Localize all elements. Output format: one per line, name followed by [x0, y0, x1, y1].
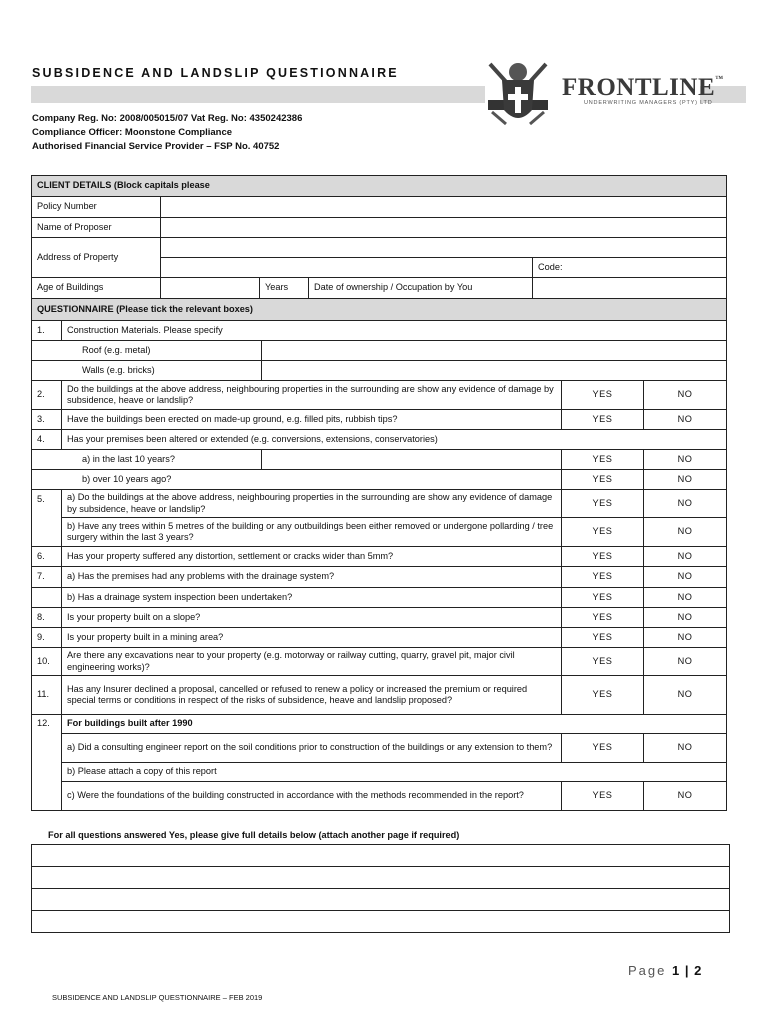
no-checkbox[interactable]: NO — [644, 381, 727, 410]
details-lines — [31, 844, 730, 933]
question-number: 5. — [32, 490, 62, 547]
question-text: b) Has a drainage system inspection been undertaken? — [62, 588, 562, 608]
no-checkbox[interactable]: NO — [644, 470, 727, 490]
ownership-date-field[interactable] — [533, 278, 727, 299]
question-number: 1. — [32, 321, 62, 341]
question-4a-field[interactable] — [262, 450, 562, 470]
question-row-12c — [32, 782, 727, 811]
age-field[interactable] — [161, 278, 260, 299]
yes-checkbox[interactable]: YES — [562, 648, 644, 676]
roof-field[interactable] — [262, 341, 727, 361]
question-text: Has your premises been altered or extended (e.g. conversions, extensions, conservatories) — [62, 430, 727, 450]
logo-trademark: ™ — [715, 74, 724, 83]
yes-checkbox[interactable]: YES — [562, 381, 644, 410]
page-separator: | — [684, 963, 689, 978]
question-number: 4. — [32, 430, 62, 450]
no-checkbox[interactable]: NO — [644, 734, 727, 763]
question-number: 3. — [32, 410, 62, 430]
address-field-line1[interactable] — [161, 238, 727, 258]
question-row-12 — [32, 715, 727, 734]
client-details-table — [31, 175, 727, 299]
question-text: Construction Materials. Please specify — [62, 321, 727, 341]
question-row-7a — [32, 567, 727, 588]
yes-checkbox[interactable]: YES — [562, 567, 644, 588]
footer-text: SUBSIDENCE AND LANDSLIP QUESTIONNAIRE – FEB 2019 — [52, 993, 263, 1002]
question-text: a) Do the buildings at the above address, neighbouring properties in the surrounding are show any evidence of damage by subsidence, heave or landslip? — [62, 490, 562, 518]
details-line[interactable] — [32, 889, 730, 911]
details-line[interactable] — [32, 845, 730, 867]
questionnaire-heading: QUESTIONNAIRE (Please tick the relevant boxes) — [32, 299, 727, 321]
no-checkbox[interactable]: NO — [644, 547, 727, 567]
company-info — [32, 112, 302, 154]
question-number: 10. — [32, 648, 62, 676]
yes-checkbox[interactable]: YES — [562, 410, 644, 430]
question-text: a) Has the premises had any problems with the drainage system? — [62, 567, 562, 588]
question-4b-text: b) over 10 years ago? — [32, 470, 562, 490]
question-row-5a — [32, 490, 727, 518]
question-number: 12. — [32, 715, 62, 811]
client-details-heading: CLIENT DETAILS (Block capitals please — [32, 176, 727, 197]
document-title: SUBSIDENCE AND LANDSLIP QUESTIONNAIRE — [32, 66, 399, 80]
question-4a-text: a) in the last 10 years? — [32, 450, 262, 470]
question-number: 9. — [32, 628, 62, 648]
no-checkbox[interactable]: NO — [644, 676, 727, 715]
details-instruction: For all questions answered Yes, please give full details below (attach another page if required) — [48, 830, 460, 840]
question-text: Has any Insurer declined a proposal, cancelled or refused to renew a policy or increased the premium or required special terms or conditions in respect of the risks of subsidence, heave and landslip proposed? — [62, 676, 562, 715]
code-field[interactable]: Code: — [533, 258, 727, 278]
question-row-4 — [32, 430, 727, 450]
page-current: 1 — [672, 963, 680, 978]
question-number: 8. — [32, 608, 62, 628]
yes-checkbox[interactable]: YES — [562, 490, 644, 518]
details-line[interactable] — [32, 911, 730, 933]
company-reg: Company Reg. No: 2008/005015/07 Vat Reg. No: 4350242386 — [32, 113, 303, 124]
yes-checkbox[interactable]: YES — [562, 470, 644, 490]
compliance-officer: Compliance Officer: Moonstone Compliance — [32, 127, 233, 138]
logo-subtitle: UNDERWRITING MANAGERS (PTY) LTD — [584, 100, 713, 106]
no-checkbox[interactable]: NO — [644, 608, 727, 628]
no-checkbox[interactable]: NO — [644, 410, 727, 430]
no-checkbox[interactable]: NO — [644, 782, 727, 811]
question-text: b) Have any trees within 5 metres of the building or any outbuildings been either removed or undergone pollarding / tree surgery within the last 3 years? — [62, 518, 562, 547]
question-row-5b — [32, 518, 727, 547]
question-text: b) Please attach a copy of this report — [62, 763, 727, 782]
yes-checkbox[interactable]: YES — [562, 588, 644, 608]
ownership-date-label: Date of ownership / Occupation by You — [309, 278, 533, 299]
frontline-logo — [486, 54, 724, 130]
question-text: Has your property suffered any distortion, settlement or cracks wider than 5mm? — [62, 547, 562, 567]
no-checkbox[interactable]: NO — [644, 648, 727, 676]
proposer-name-label: Name of Proposer — [32, 218, 161, 238]
proposer-name-field[interactable] — [161, 218, 727, 238]
question-row-3 — [32, 410, 727, 430]
address-label: Address of Property — [32, 238, 161, 278]
address-field-line2[interactable] — [161, 258, 533, 278]
walls-label: Walls (e.g. bricks) — [32, 361, 262, 381]
no-checkbox[interactable]: NO — [644, 567, 727, 588]
question-text: Are there any excavations near to your property (e.g. motorway or railway cutting, quarry, gravel pit, major civil engineering works)? — [62, 648, 562, 676]
yes-checkbox[interactable]: YES — [562, 676, 644, 715]
question-row-2 — [32, 381, 727, 410]
question-text: Have the buildings been erected on made-up ground, e.g. filled pits, rubbish tips? — [62, 410, 562, 430]
question-text: c) Were the foundations of the building constructed in accordance with the methods recommended in the report? — [62, 782, 562, 811]
yes-checkbox[interactable]: YES — [562, 734, 644, 763]
policy-number-field[interactable] — [161, 197, 727, 218]
question-text: For buildings built after 1990 — [62, 715, 727, 734]
yes-checkbox[interactable]: YES — [562, 608, 644, 628]
question-row-12a — [32, 734, 727, 763]
no-checkbox[interactable]: NO — [644, 518, 727, 547]
details-line[interactable] — [32, 867, 730, 889]
page-number — [628, 963, 701, 978]
question-row-11 — [32, 676, 727, 715]
fsp-number: Authorised Financial Service Provider – FSP No. 40752 — [32, 141, 280, 152]
question-text: a) Did a consulting engineer report on the soil conditions prior to construction of the buildings or any extension to them? — [62, 734, 562, 763]
question-row-6 — [32, 547, 727, 567]
question-row-10 — [32, 648, 727, 676]
no-checkbox[interactable]: NO — [644, 588, 727, 608]
title-rule — [31, 86, 485, 103]
no-checkbox[interactable]: NO — [644, 628, 727, 648]
question-text: Is your property built on a slope? — [62, 608, 562, 628]
question-number: 11. — [32, 676, 62, 715]
policy-number-label: Policy Number — [32, 197, 161, 218]
roof-label: Roof (e.g. metal) — [32, 341, 262, 361]
page-label: Page — [628, 963, 667, 978]
yes-checkbox[interactable]: YES — [562, 518, 644, 547]
no-checkbox[interactable]: NO — [644, 490, 727, 518]
question-number: 2. — [32, 381, 62, 410]
years-label: Years — [260, 278, 309, 299]
question-row-7b — [32, 588, 727, 608]
age-of-buildings-label: Age of Buildings — [32, 278, 161, 299]
page-total: 2 — [694, 963, 702, 978]
question-text: Do the buildings at the above address, neighbouring properties in the surrounding are show any evidence of damage by subsidence, heave or landslip? — [62, 381, 562, 410]
question-number: 6. — [32, 547, 62, 567]
question-text: Is your property built in a mining area? — [62, 628, 562, 648]
question-row-9 — [32, 628, 727, 648]
question-row-1 — [32, 321, 727, 341]
yes-checkbox[interactable]: YES — [562, 782, 644, 811]
logo-wordmark: FRONTLINE — [562, 74, 716, 101]
questionnaire-table — [31, 298, 727, 811]
question-number: 7. — [32, 567, 62, 588]
yes-checkbox[interactable]: YES — [562, 628, 644, 648]
walls-field[interactable] — [262, 361, 727, 381]
yes-checkbox[interactable]: YES — [562, 547, 644, 567]
question-row-8 — [32, 608, 727, 628]
no-checkbox[interactable]: NO — [644, 450, 727, 470]
yes-checkbox[interactable]: YES — [562, 450, 644, 470]
question-row-12b — [32, 763, 727, 782]
